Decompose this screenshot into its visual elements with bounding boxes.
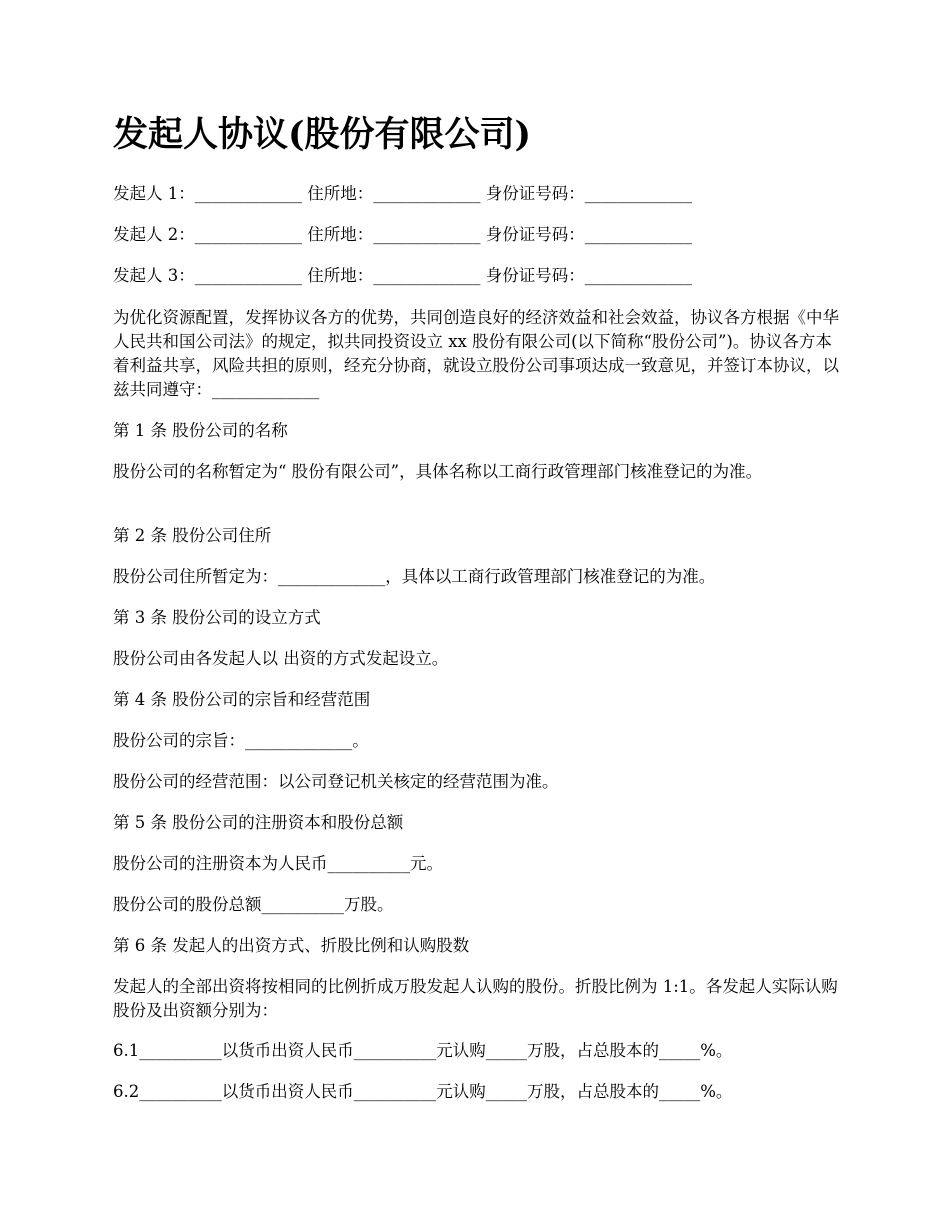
article-5-capital: 股份公司的注册资本为人民币__________元。 (113, 854, 443, 873)
preamble-paragraph: 为优化资源配置，发挥协议各方的优势，共同创造良好的经济效益和社会效益，协议各方根据《中华人民共和国公司法》的规定，拟共同投资设立 xx 股份有限公司(以下简称“股份公司”)。协议各方本着利益共享，风险共担的原则，经充分协商，就设立股份公司事项达成一致意见，并签订本协议，以兹共同遵守：_____________ (113, 308, 839, 399)
article-4-heading: 第 4 条 股份公司的宗旨和经营范围 (113, 690, 371, 709)
article-1-text: 股份公司的名称暂定为“ 股份有限公司”，具体名称以工商行政管理部门核准登记的为准。 (113, 462, 763, 481)
article-4-purpose: 股份公司的宗旨：_____________。 (113, 731, 369, 750)
document-title: 发起人协议(股份有限公司) (113, 114, 532, 155)
founder-3-line: 发起人 3：_____________ 住所地：_____________ 身份证号码：_____________ (113, 266, 692, 285)
article-6-heading: 第 6 条 发起人的出资方式、折股比例和认购股数 (113, 936, 470, 955)
article-3-text: 股份公司由各发起人以 出资的方式发起设立。 (113, 649, 449, 668)
founder-2-line: 发起人 2：_____________ 住所地：_____________ 身份证号码：_____________ (113, 225, 692, 244)
item-6-2: 6.2__________以货币出资人民币__________元认购_____万股，占总股本的_____%。 (113, 1082, 733, 1101)
article-6-text: 发起人的全部出资将按相同的比例折成万股发起人认购的股份。折股比例为 1:1。各发起人实际认购股份及出资额分别为： (113, 977, 838, 1020)
article-4-scope: 股份公司的经营范围：以公司登记机关核定的经营范围为准。 (113, 772, 559, 791)
founder-1-line: 发起人 1：_____________ 住所地：_____________ 身份证号码：_____________ (113, 184, 692, 203)
article-5-shares: 股份公司的股份总额__________万股。 (113, 895, 394, 914)
article-2-heading: 第 2 条 股份公司住所 (113, 526, 272, 545)
article-5-heading: 第 5 条 股份公司的注册资本和股份总额 (113, 813, 404, 832)
article-2-text: 股份公司住所暂定为：_____________，具体以工商行政管理部门核准登记的为准。 (113, 567, 716, 586)
item-6-1: 6.1__________以货币出资人民币__________元认购_____万股，占总股本的_____%。 (113, 1041, 733, 1060)
article-3-heading: 第 3 条 股份公司的设立方式 (113, 608, 321, 627)
article-1-heading: 第 1 条 股份公司的名称 (113, 421, 288, 440)
